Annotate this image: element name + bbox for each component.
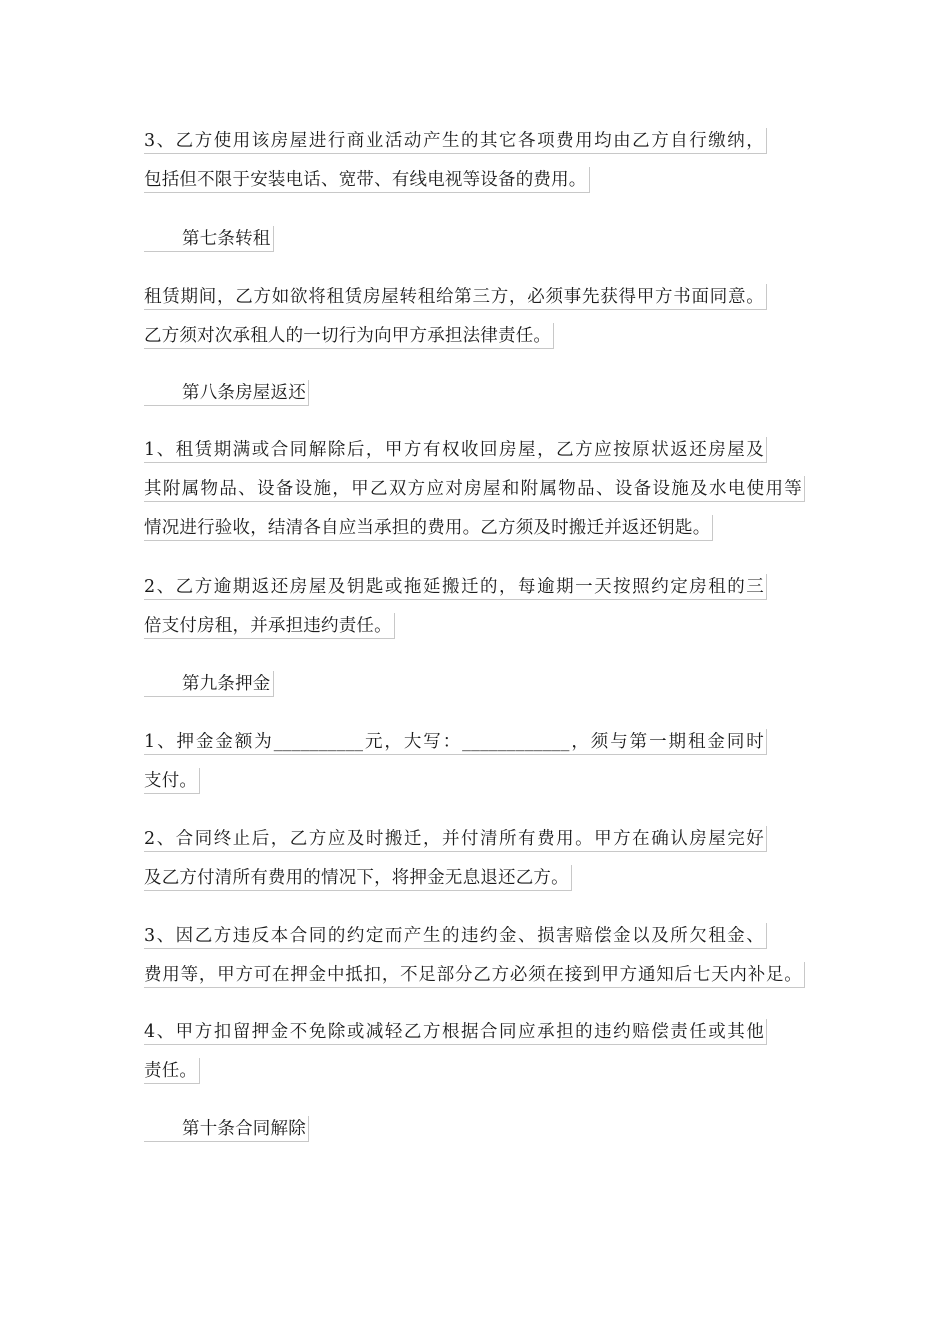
paragraph-line <box>144 226 804 252</box>
paragraph-line <box>144 323 804 349</box>
paragraph-line <box>144 865 804 891</box>
paragraph-line <box>144 962 804 988</box>
paragraph-line <box>144 476 804 502</box>
heading-article-10 <box>144 1116 804 1155</box>
paragraph-clause-9-3 <box>144 923 804 1001</box>
line-text: 租赁期间，乙方如欲将租赁房屋转租给第三方，必须事先获得甲方书面同意。 <box>144 284 767 310</box>
heading-text: 第七条转租 <box>144 226 274 252</box>
paragraph-line <box>144 167 804 193</box>
paragraph-line <box>144 380 804 406</box>
line-text: 3、乙方使用该房屋进行商业活动产生的其它各项费用均由乙方自行缴纳， <box>144 128 767 154</box>
paragraph-line <box>144 923 804 949</box>
line-text: 责任。 <box>144 1058 200 1084</box>
line-text: 其附属物品、设备设施，甲乙双方应对房屋和附属物品、设备设施及水电使用等 <box>144 476 805 502</box>
heading-article-8 <box>144 380 804 419</box>
line-text: 乙方须对次承租人的一切行为向甲方承担法律责任。 <box>144 323 554 349</box>
heading-article-7 <box>144 226 804 265</box>
line-text: 费用等，甲方可在押金中抵扣，不足部分乙方必须在接到甲方通知后七天内补足。 <box>144 962 805 988</box>
paragraph-line <box>144 1019 804 1045</box>
line-text: 及乙方付清所有费用的情况下，将押金无息退还乙方。 <box>144 865 572 891</box>
heading-text: 第九条押金 <box>144 671 274 697</box>
paragraph-clause-6-3 <box>144 128 804 206</box>
line-text: 3、因乙方违反本合同的约定而产生的违约金、损害赔偿金以及所欠租金、 <box>144 923 767 949</box>
paragraph-line <box>144 437 804 463</box>
paragraph-clause-9-1 <box>144 729 804 807</box>
paragraph-clause-9-4 <box>144 1019 804 1097</box>
paragraph-line <box>144 671 804 697</box>
paragraph-line <box>144 826 804 852</box>
paragraph-line <box>144 768 804 794</box>
paragraph-line <box>144 284 804 310</box>
paragraph-sublease <box>144 284 804 362</box>
heading-article-9 <box>144 671 804 710</box>
line-text: 2、合同终止后，乙方应及时搬迁，并付清所有费用。甲方在确认房屋完好 <box>144 826 767 852</box>
paragraph-clause-9-2 <box>144 826 804 904</box>
line-text: 1、租赁期满或合同解除后，甲方有权收回房屋，乙方应按原状返还房屋及 <box>144 437 767 463</box>
paragraph-clause-8-1 <box>144 437 804 554</box>
line-text: 1、押金金额为__________元，大写：____________，须与第一期租金同时 <box>144 729 767 755</box>
line-text: 情况进行验收，结清各自应当承担的费用。乙方须及时搬迁并返还钥匙。 <box>144 515 713 541</box>
line-text: 2、乙方逾期返还房屋及钥匙或拖延搬迁的，每逾期一天按照约定房租的三 <box>144 574 767 600</box>
paragraph-line <box>144 574 804 600</box>
paragraph-clause-8-2 <box>144 574 804 652</box>
paragraph-line <box>144 729 804 755</box>
line-text: 倍支付房租，并承担违约责任。 <box>144 613 395 639</box>
line-text: 4、甲方扣留押金不免除或减轻乙方根据合同应承担的违约赔偿责任或其他 <box>144 1019 767 1045</box>
line-text: 包括但不限于安装电话、宽带、有线电视等设备的费用。 <box>144 167 590 193</box>
paragraph-line <box>144 128 804 154</box>
heading-text: 第十条合同解除 <box>144 1116 309 1142</box>
paragraph-line <box>144 613 804 639</box>
paragraph-line <box>144 515 804 541</box>
paragraph-line <box>144 1116 804 1142</box>
line-text: 支付。 <box>144 768 200 794</box>
paragraph-line <box>144 1058 804 1084</box>
heading-text: 第八条房屋返还 <box>144 380 309 406</box>
